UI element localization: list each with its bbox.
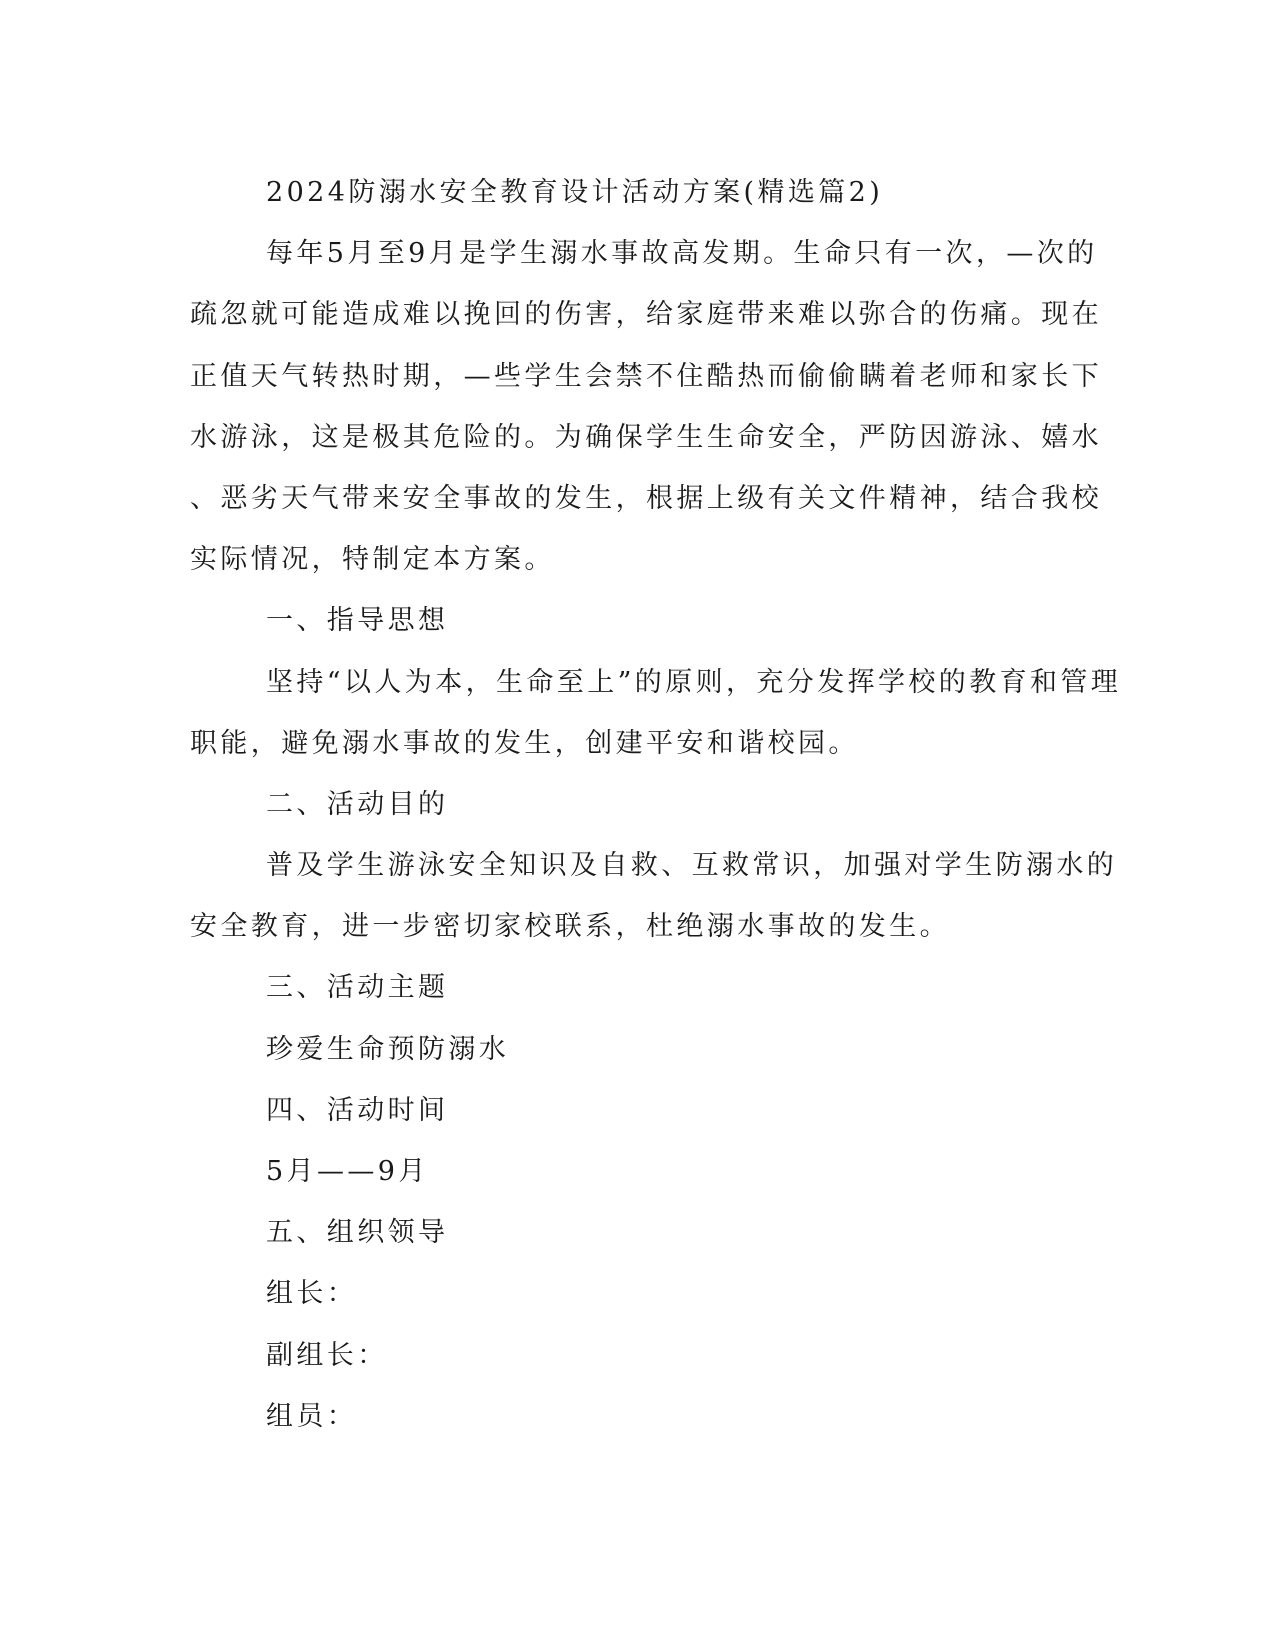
paragraph-line: 职能，避免溺水事故的发生，创建平安和谐校园。	[190, 727, 859, 759]
intro-line: 水游泳，这是极其危险的。为确保学生生命安全，严防因游泳、嬉水	[190, 421, 1102, 453]
section-heading-activity-theme: 三、活动主题	[266, 972, 449, 1004]
section-heading-guiding-ideology: 一、指导思想	[266, 605, 449, 637]
intro-line: 疏忽就可能造成难以挽回的伤害，给家庭带来难以弥合的伤痛。现在	[190, 299, 1102, 331]
document-title: 2024防溺水安全教育设计活动方案(精选篇2)	[266, 177, 884, 208]
section-heading-activity-purpose: 二、活动目的	[266, 788, 449, 820]
members-label: 组员：	[266, 1400, 358, 1432]
intro-line: 正值天气转热时期，—些学生会禁不住酷热而偷偷瞒着老师和家长下	[190, 360, 1102, 392]
section-heading-organization: 五、组织领导	[266, 1217, 449, 1249]
deputy-leader-label: 副组长：	[266, 1339, 388, 1371]
document-body	[190, 162, 1122, 1447]
activity-theme-text: 珍爱生命预防溺水	[266, 1033, 510, 1065]
paragraph-line: 安全教育，进一步密切家校联系，杜绝溺水事故的发生。	[190, 911, 950, 943]
paragraph-line: 坚持“以人为本，生命至上”的原则，充分发挥学校的教育和管理	[266, 666, 1122, 698]
section-heading-activity-time: 四、活动时间	[266, 1094, 449, 1126]
paragraph-line: 普及学生游泳安全知识及自救、互救常识，加强对学生防溺水的	[266, 850, 1118, 882]
activity-time-text: 5月——9月	[266, 1156, 429, 1187]
leader-label: 组长：	[266, 1278, 358, 1310]
intro-line: 每年5月至9月是学生溺水事故高发期。生命只有一次，—次的	[266, 238, 1098, 270]
intro-line: 、恶劣天气带来安全事故的发生，根据上级有关文件精神，结合我校	[190, 482, 1102, 514]
intro-line: 实际情况，特制定本方案。	[190, 544, 555, 576]
